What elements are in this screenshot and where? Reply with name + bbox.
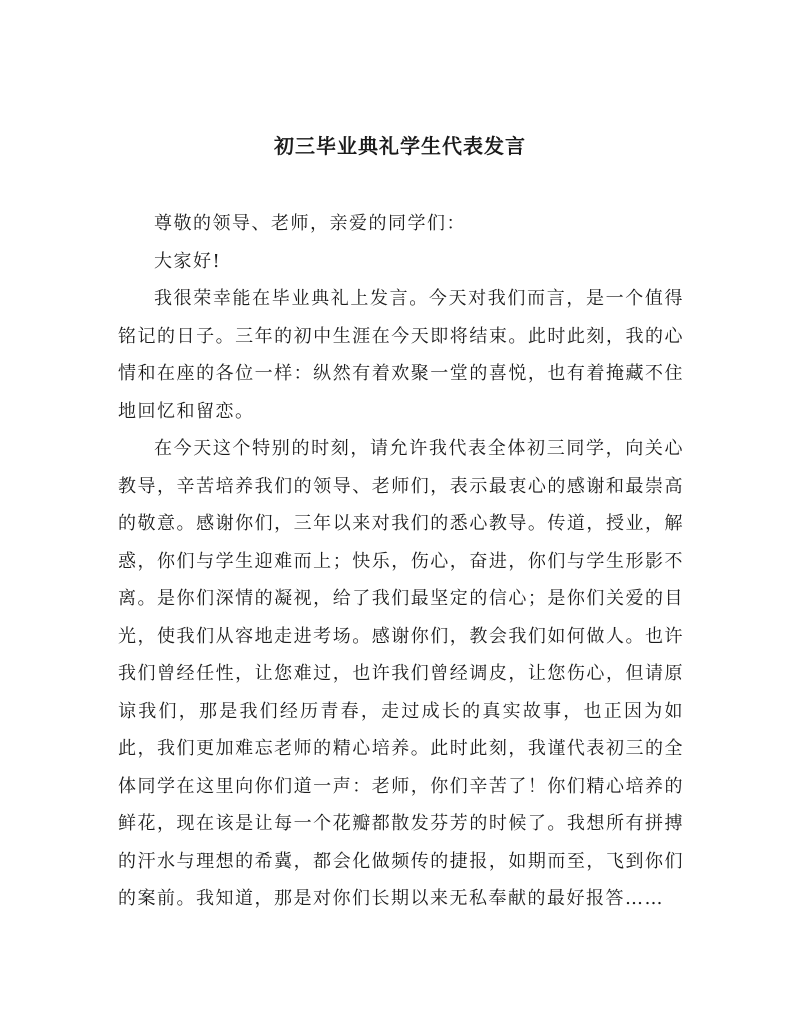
greeting-paragraph: 大家好!: [154, 250, 222, 272]
document-title: 初三毕业典礼学生代表发言: [274, 134, 526, 158]
body-paragraph: 在今天这个特别的时刻，请允许我代表全体初三同学，向关心教导，辛苦培养我们的领导、老师们，表示最衷心的感谢和最崇高的敬意。感谢你们，三年以来对我们的悉心教导。传道，授业，解惑，你们与学生迎难而上；快乐，伤心，奋进，你们与学生形影不离。是你们深情的凝视，给了我们最坚定的信心；是你们关爱的目光，使我们从容地走进考场。感谢你们，教会我们如何做人。也许我们曾经任性，让您难过，也许我们曾经调皮，让您伤心，但请原谅我们，那是我们经历青春，走过成长的真实故事，也正因为如此，我们更加难忘老师的精心培养。此时此刻，我谨代表初三的全体同学在这里向你们道一声：老师，你们辛苦了！你们精心培养的鲜花，现在该是让每一个花瓣都散发芬芳的时候了。我想所有拼搏的汗水与理想的希冀，都会化做频传的捷报，如期而至，飞到你们的案前。我知道，那是对你们长期以来无私奉献的最好报答……: [118, 438, 684, 909]
body-paragraph: 我很荣幸能在毕业典礼上发言。今天对我们而言，是一个值得铭记的日子。三年的初中生涯在今天即将结束。此时此刻，我的心情和在座的各位一样：纵然有着欢聚一堂的喜悦，也有着掩藏不住地回忆和留恋。: [118, 288, 684, 422]
salutation-paragraph: 尊敬的领导、老师，亲爱的同学们：: [154, 213, 466, 234]
document-body: [118, 205, 684, 918]
